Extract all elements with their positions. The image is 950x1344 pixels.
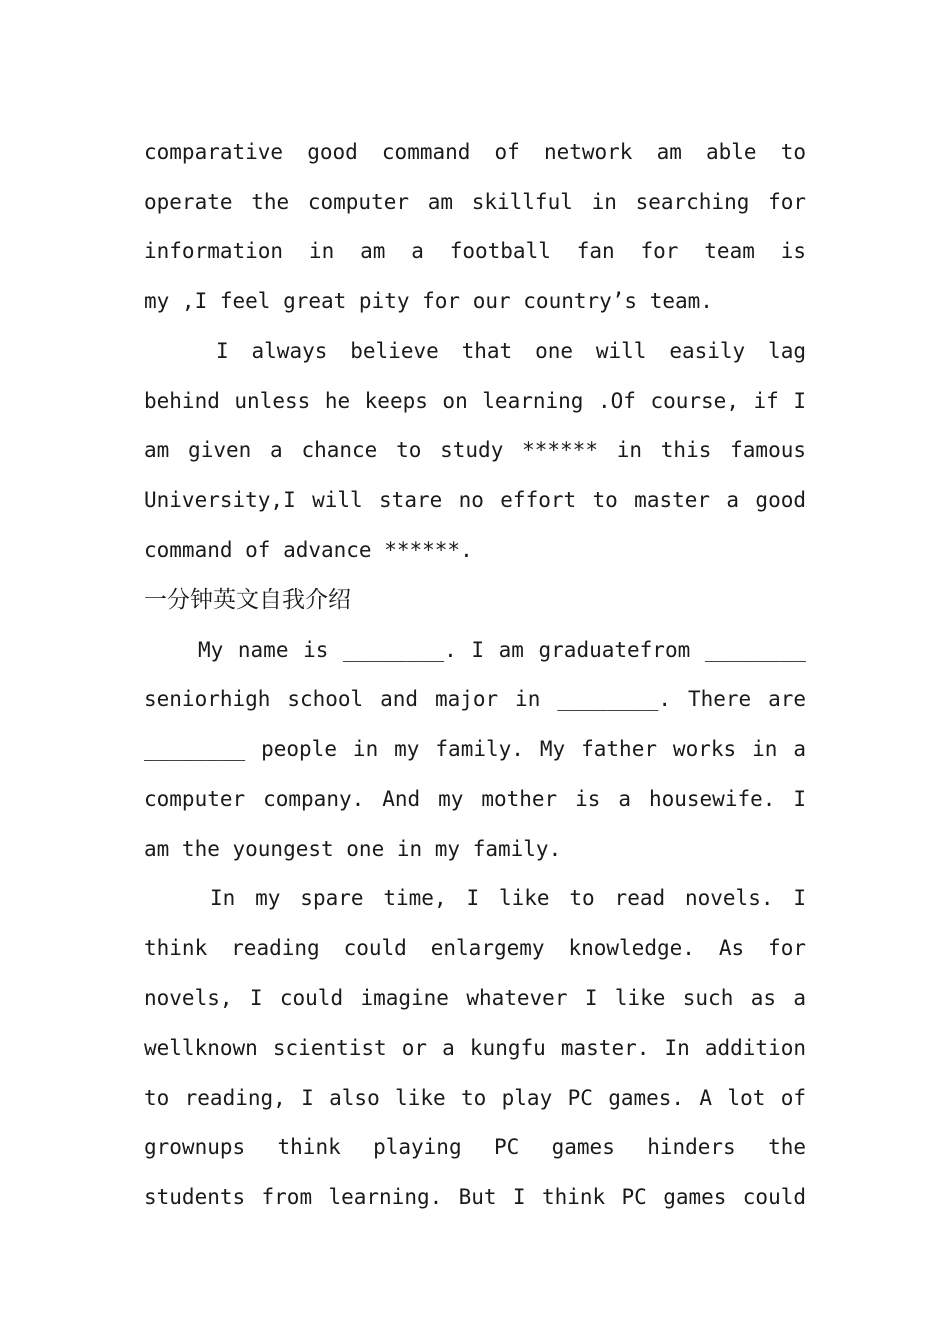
- p4-line-3: novels, I could imagine whatever I like such as a: [144, 986, 806, 1010]
- p4-line-6: grownups think playing PC games hinders the: [144, 1135, 806, 1159]
- p2-line-2: behind unless he keeps on learning .Of course, if I: [144, 389, 806, 413]
- p1-line-4: my ,I feel great pity for our country’s team.: [144, 289, 713, 313]
- p3-line-1: My name is ________. I am graduatefrom ________: [198, 638, 806, 662]
- p3-line-2: seniorhigh school and major in ________. There are: [144, 687, 806, 711]
- p4-line-2: think reading could enlargemy knowledge. As for: [144, 936, 806, 960]
- p2-line-1: I always believe that one will easily lag: [216, 339, 806, 363]
- p4-line-4: wellknown scientist or a kungfu master. In addition: [144, 1036, 806, 1060]
- section-title: 一分钟英文自我介绍: [144, 587, 351, 613]
- p4-line-1: In my spare time, I like to read novels. I: [210, 886, 806, 910]
- p3-line-5: am the youngest one in my family.: [144, 837, 562, 861]
- p1-line-1: comparative good command of network am able to: [144, 140, 806, 164]
- p2-line-4: University,I will stare no effort to master a good: [144, 488, 806, 512]
- p2-line-3: am given a chance to study ****** in this famous: [144, 438, 806, 462]
- p4-line-7: students from learning. But I think PC games could: [144, 1185, 806, 1209]
- p4-line-5: to reading, I also like to play PC games. A lot of: [144, 1086, 806, 1110]
- p2-line-5: command of advance ******.: [144, 538, 473, 562]
- p1-line-2: operate the computer am skillful in searching for: [144, 190, 806, 214]
- p3-line-3: ________ people in my family. My father works in a: [144, 737, 806, 761]
- p1-line-3: information in am a football fan for team is: [144, 239, 806, 263]
- p3-line-4: computer company. And my mother is a housewife. I: [144, 787, 806, 811]
